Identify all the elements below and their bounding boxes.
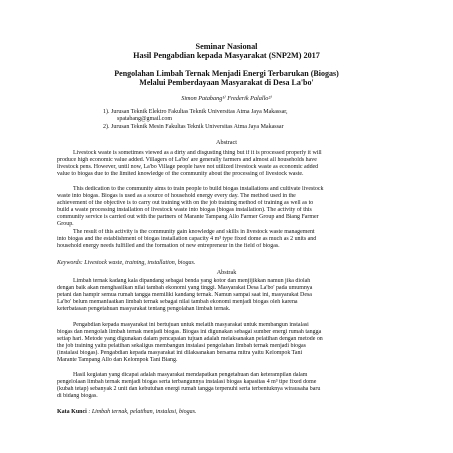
text-line: di bidang biogas. <box>57 393 98 400</box>
text-line: produce high economic value added. Villagers of La'bo' are generally farmers and almost all households have <box>57 157 317 164</box>
text-line: biogas dan mengolah limbah ternak menjadi biogas. Biogas ini digunakan sebagai sumber energi rumah tangga <box>57 329 322 336</box>
text-line: livestock pens. However, until now, La'bo Village people have not utilized livestock waste as economic added <box>57 164 319 171</box>
text-line: The result of this activity is the community gain knowledge and skills in livestock waste management <box>73 229 315 235</box>
text-line: keterbatasan pengetahuan masyarakat tentang pengolahan limbah ternak. <box>57 306 231 313</box>
affiliation-1: 1). Jurusan Teknik Elektro Fakultas Teknik Universitas Atma Jaya Makassar, <box>103 109 288 115</box>
keywords-indonesian <box>57 409 197 415</box>
text-line: build a waste processing installation of livestock waste into biogas (biogas installation). The activity of this <box>57 207 312 214</box>
text-line: (instalasi biogas). Pengabdian kepada masyarakat ini dilaksanakan bersama mitra yaitu Kelompok Tani <box>57 350 303 357</box>
text-line: into biogas and the establishment of biogas installation capacity 4 m³ type fixed dome as much as 2 units and <box>57 236 317 243</box>
keywords-english: Keywords: Livestock waste, training, installation, biogas. <box>57 260 196 266</box>
text-line: Group. <box>57 221 74 228</box>
seminar-subtitle: Hasil Pengabdian kepada Masyarakat (SNP2M) 2017 <box>133 51 320 60</box>
text-line: setiap hari. Metode yang digunakan dalam pencapaian tujuan adalah melaksanakan pelatihan dengan metode on <box>57 336 323 343</box>
text-line: pengelolaan limbah ternak menjadi biogas serta terbangunnya instalasi biogas kapasitas 4 m³ tipe fixed dome <box>57 379 317 386</box>
text-line: value to biogas due to the limited knowledge of the community about the processing of livestock waste. <box>57 171 304 178</box>
abstract-paragraph-1 <box>57 150 398 178</box>
affiliation-2: 2). Jurusan Teknik Mesin Fakultas Teknik Universitas Atma Jaya Makassar <box>103 124 284 130</box>
abstract-paragraph-3 <box>57 229 398 250</box>
abstract-paragraph-2 <box>57 186 398 228</box>
abstrak-paragraph-2 <box>57 322 398 364</box>
text-line: Hasil kegiatan yang dicapai adalah masyarakat mendapatkan pengetahuan dan keterampilan dalam <box>73 372 308 378</box>
seminar-name: Seminar Nasional <box>195 42 258 51</box>
text-line: Pengabdian kepada masyarakat ini bertujuan untuk melatih masyarakat untuk membangun instalasi <box>73 322 309 328</box>
abstrak-paragraph-3 <box>57 372 398 400</box>
affiliation-1-email: spatabang@gmail.com <box>117 116 173 122</box>
text-line: community service is carried out with the partners of Marante Tampang Allo Farmer Group and Biang Farmer <box>57 214 319 221</box>
abstrak-heading: Abstrak <box>216 269 237 276</box>
text-line: This dedication to the community aims to train people to build biogas installations and cultivate livestock <box>73 186 324 192</box>
text-line: household energy needs fulfilled and the formation of new entrepreneur in the field of biogas. <box>57 243 280 250</box>
text-line: dengan baik akan menghasilkan nilai tambah ekonomi yang tinggi. Masyarakat Desa La'bo' pada umumnya <box>57 285 313 292</box>
text-line: (kubah tetap) sebanyak 2 unit dan kebutuhan energi rumah tangga terpenuhi serta terbentuknya wirausaha baru <box>57 386 321 393</box>
keywords-label: Kata Kunci <box>57 409 87 415</box>
text-line: the job training yaitu pelatihan sekaligus membangun instalasi pengolahan limbah ternak menjadi biogas <box>57 343 306 350</box>
abstrak-paragraph-1 <box>57 278 398 313</box>
text-line: waste into biogas. Biogas is used as a source of household energy every day. The method used in the <box>57 193 296 200</box>
paper-title-line2: Melalui Pemberdayaan Masyarakat di Desa La'bo' <box>139 78 314 87</box>
text-line: achievement of the objective is to carry out training with on the job training method of training as well as to <box>57 200 314 207</box>
text-line: Marante Tampang Allo dan Kelompok Tani Biang. <box>57 357 178 364</box>
abstract-heading: Abstract <box>216 139 237 146</box>
text-line: La'bo' belum memanfaatkan limbah ternak sebagai nilai tambah ekonomi menjadi biogas oleh karena <box>57 299 298 306</box>
text-line: petani dan hampir semua rumah tangga memiliki kandang ternak. Namun sampai saat ini, masyarakat Desa <box>57 292 312 299</box>
keywords-text: : Limbah ternak, pelatihan, instalasi, biogas. <box>86 409 197 415</box>
text-line: Limbah ternak kadang kala dipandang sebagai benda yang kotor dan menjijikkan namun jika diolah <box>73 278 311 284</box>
authors: Simon Patabang¹⁾ Frederik Palallo²⁾ <box>181 95 272 102</box>
paper-title-line1: Pengolahan Limbah Ternak Menjadi Energi Terbarukan (Biogas) <box>114 69 339 78</box>
text-line: Livestock waste is sometimes viewed as a dirty and disgusting thing but if it is processed properly it will <box>73 150 322 156</box>
